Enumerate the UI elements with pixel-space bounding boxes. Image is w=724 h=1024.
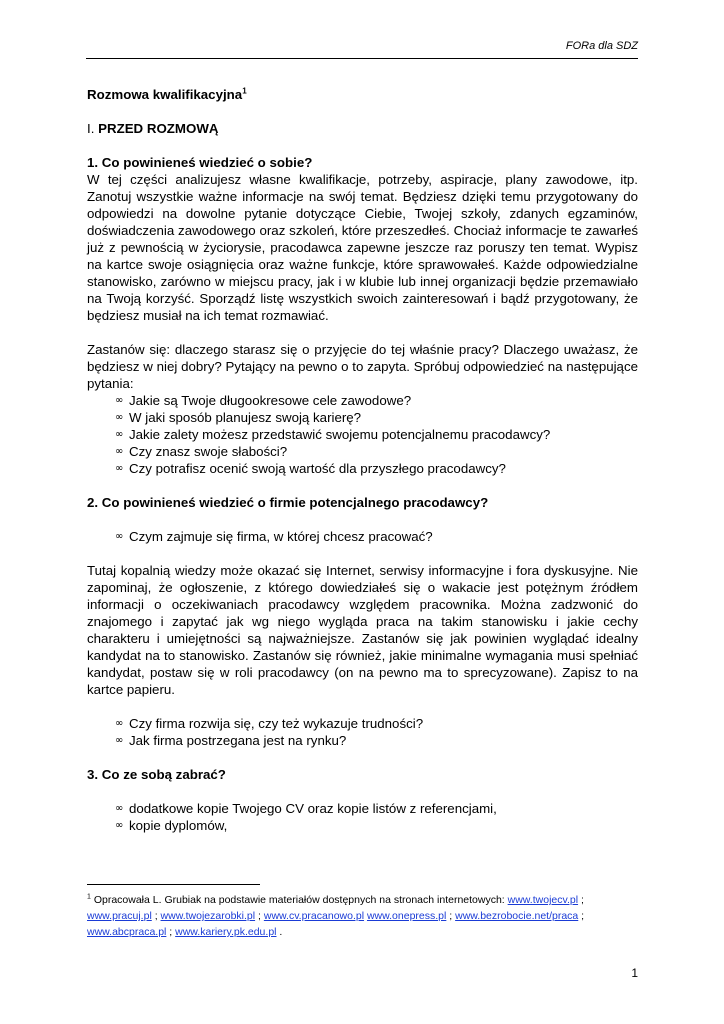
- infinity-bullet-icon: ∞: [115, 412, 124, 423]
- list-item-text: Czy znasz swoje słabości?: [129, 444, 288, 459]
- footnote-link-twojezarobki[interactable]: www.twojezarobki.pl: [160, 910, 256, 922]
- list-item: [115, 409, 638, 426]
- list-item: [115, 460, 638, 477]
- infinity-bullet-icon: ∞: [115, 463, 124, 474]
- question-1-paragraph-2: Zastanów się: dlaczego starasz się o przyjęcie do tej właśnie pracy? Dlaczego uważasz, że będziesz w niej dobry? Pytający na pewno o to zapyta. Spróbuj odpowiedzieć na następujące pytania:: [87, 342, 638, 391]
- infinity-bullet-icon: ∞: [115, 395, 124, 406]
- footnote-rule: [87, 884, 260, 885]
- question-2-list-a: [87, 528, 638, 545]
- section-heading: [87, 120, 638, 137]
- footnote-link-kariery[interactable]: www.kariery.pk.edu.pl: [175, 926, 277, 938]
- footnote-link-twojecv[interactable]: www.twojecv.pl: [507, 894, 579, 906]
- section-prefix: I.: [87, 121, 99, 136]
- list-item-text: Czy potrafisz ocenić swoją wartość dla przyszłego pracodawcy?: [129, 461, 506, 476]
- footnote-separator: ;: [578, 910, 585, 922]
- question-1-paragraph-1: W tej części analizujesz własne kwalifikacje, potrzeby, aspiracje, plany zawodowe, itp. Zanotuj wszystkie ważne informacje na swój temat. Będziesz dzięki temu przygotowany do odpowiedzi na dowolne pytanie dotyczące Ciebie, Twojej szkoły, zdanych egzaminów, doświadczenia zawodowego oraz szkoleń, które przeszedłeś. Chociaż informacje te zawarłeś już z pewnością w życiorysie, pracodawca zapewne jeszcze raz poruszy ten temat. Wypisz na kartce swoje osiągnięcia oraz ważne funkcje, które sprawowałeś. Każde odpowiedzialne stanowisko, zarówno w miejscu pracy, jak i w klubie lub innej organizacji będzie przemawiało na Twoją korzyść. Sporządź listę wszystkich swoich zainteresowań i bądź przygotowany, że będziesz musiał na ich temat rozmawiać.: [87, 172, 638, 323]
- footnote-link-onepress[interactable]: www.onepress.pl: [366, 910, 447, 922]
- footnote-separator: ;: [446, 910, 456, 922]
- list-item-text: dodatkowe kopie Twojego CV oraz kopie listów z referencjami,: [129, 801, 497, 816]
- infinity-bullet-icon: ∞: [115, 820, 124, 831]
- question-3-list: [87, 800, 638, 834]
- footnote-end: .: [276, 926, 283, 938]
- question-3-heading: 3. Co ze sobą zabrać?: [87, 767, 226, 782]
- footnote-link-cv-pracanowo[interactable]: www.cv.pracanowo.pl: [263, 910, 365, 922]
- footnote-separator: ;: [255, 910, 264, 922]
- question-2-heading: 2. Co powinieneś wiedzieć o firmie potencjalnego pracodawcy?: [87, 495, 489, 510]
- list-item-text: W jaki sposób planujesz swoją karierę?: [129, 410, 362, 425]
- list-item-text: Czym zajmuje się firma, w której chcesz pracować?: [129, 529, 433, 544]
- footnote-mark: 1: [242, 86, 247, 96]
- question-1-list: [87, 392, 638, 477]
- footnote: [87, 892, 638, 940]
- infinity-bullet-icon: ∞: [115, 735, 124, 746]
- footnote-number: 1: [87, 893, 91, 901]
- footnote-separator: ;: [151, 910, 161, 922]
- list-item: [115, 817, 638, 834]
- question-1-heading: 1. Co powinieneś wiedzieć o sobie?: [87, 155, 313, 170]
- infinity-bullet-icon: ∞: [115, 429, 124, 440]
- question-2-list-b: [87, 715, 638, 749]
- list-item-text: Jakie są Twoje długookresowe cele zawodowe?: [129, 393, 412, 408]
- footnote-intro: Opracowała L. Grubiak na podstawie materiałów dostępnych na stronach internetowych:: [93, 894, 508, 906]
- list-item: [115, 426, 638, 443]
- footnote-link-abcpraca[interactable]: www.abcpraca.pl: [87, 926, 167, 938]
- list-item-text: Jakie zalety możesz przedstawić swojemu potencjalnemu pracodawcy?: [129, 427, 551, 442]
- title-text: Rozmowa kwalifikacyjna: [87, 87, 243, 102]
- list-item-text: Jak firma postrzegana jest na rynku?: [129, 733, 347, 748]
- list-item: [115, 732, 638, 749]
- footnote-link-bezrobocie[interactable]: www.bezrobocie.net/praca: [455, 910, 579, 922]
- infinity-bullet-icon: ∞: [115, 446, 124, 457]
- page-number: 1: [631, 966, 638, 980]
- section-label: PRZED ROZMOWĄ: [98, 121, 219, 136]
- footnote-separator: ;: [578, 894, 584, 906]
- list-item-text: kopie dyplomów,: [129, 818, 228, 833]
- list-item: [115, 528, 638, 545]
- list-item-text: Czy firma rozwija się, czy też wykazuje trudności?: [129, 716, 424, 731]
- infinity-bullet-icon: ∞: [115, 718, 124, 729]
- document-title: [87, 86, 638, 103]
- header-rule: [86, 58, 638, 59]
- infinity-bullet-icon: ∞: [115, 531, 124, 542]
- document-body: [87, 86, 638, 834]
- list-item: [115, 443, 638, 460]
- footnote-separator: ;: [166, 926, 176, 938]
- list-item: [115, 392, 638, 409]
- infinity-bullet-icon: ∞: [115, 803, 124, 814]
- list-item: [115, 715, 638, 732]
- list-item: [115, 800, 638, 817]
- question-2-paragraph: Tutaj kopalnią wiedzy może okazać się Internet, serwisy informacyjne i fora dyskusyjne. Nie zapominaj, że ogłoszenie, z którego dowiedziałeś się o wakacie jest potężnym źródłem informacji o oczekiwaniach pracodawcy względem pracownika. Można zadzwonić do znajomego i zapytać jak wg niego wygląda praca na takim stanowisku i jakie cechy charakteru i umiejętności są najważniejsze. Zastanów się jak powinien wyglądać idealny kandydat na to stanowisko. Zastanów się również, jakie minimalne wymagania musi spełniać kandydat, postaw się w roli pracodawcy (on na pewno ma to sprecyzowane). Zapisz to na kartce papieru.: [87, 563, 638, 697]
- footnote-link-pracuj[interactable]: www.pracuj.pl: [87, 910, 152, 922]
- running-header: FORa dla SDZ: [565, 40, 638, 52]
